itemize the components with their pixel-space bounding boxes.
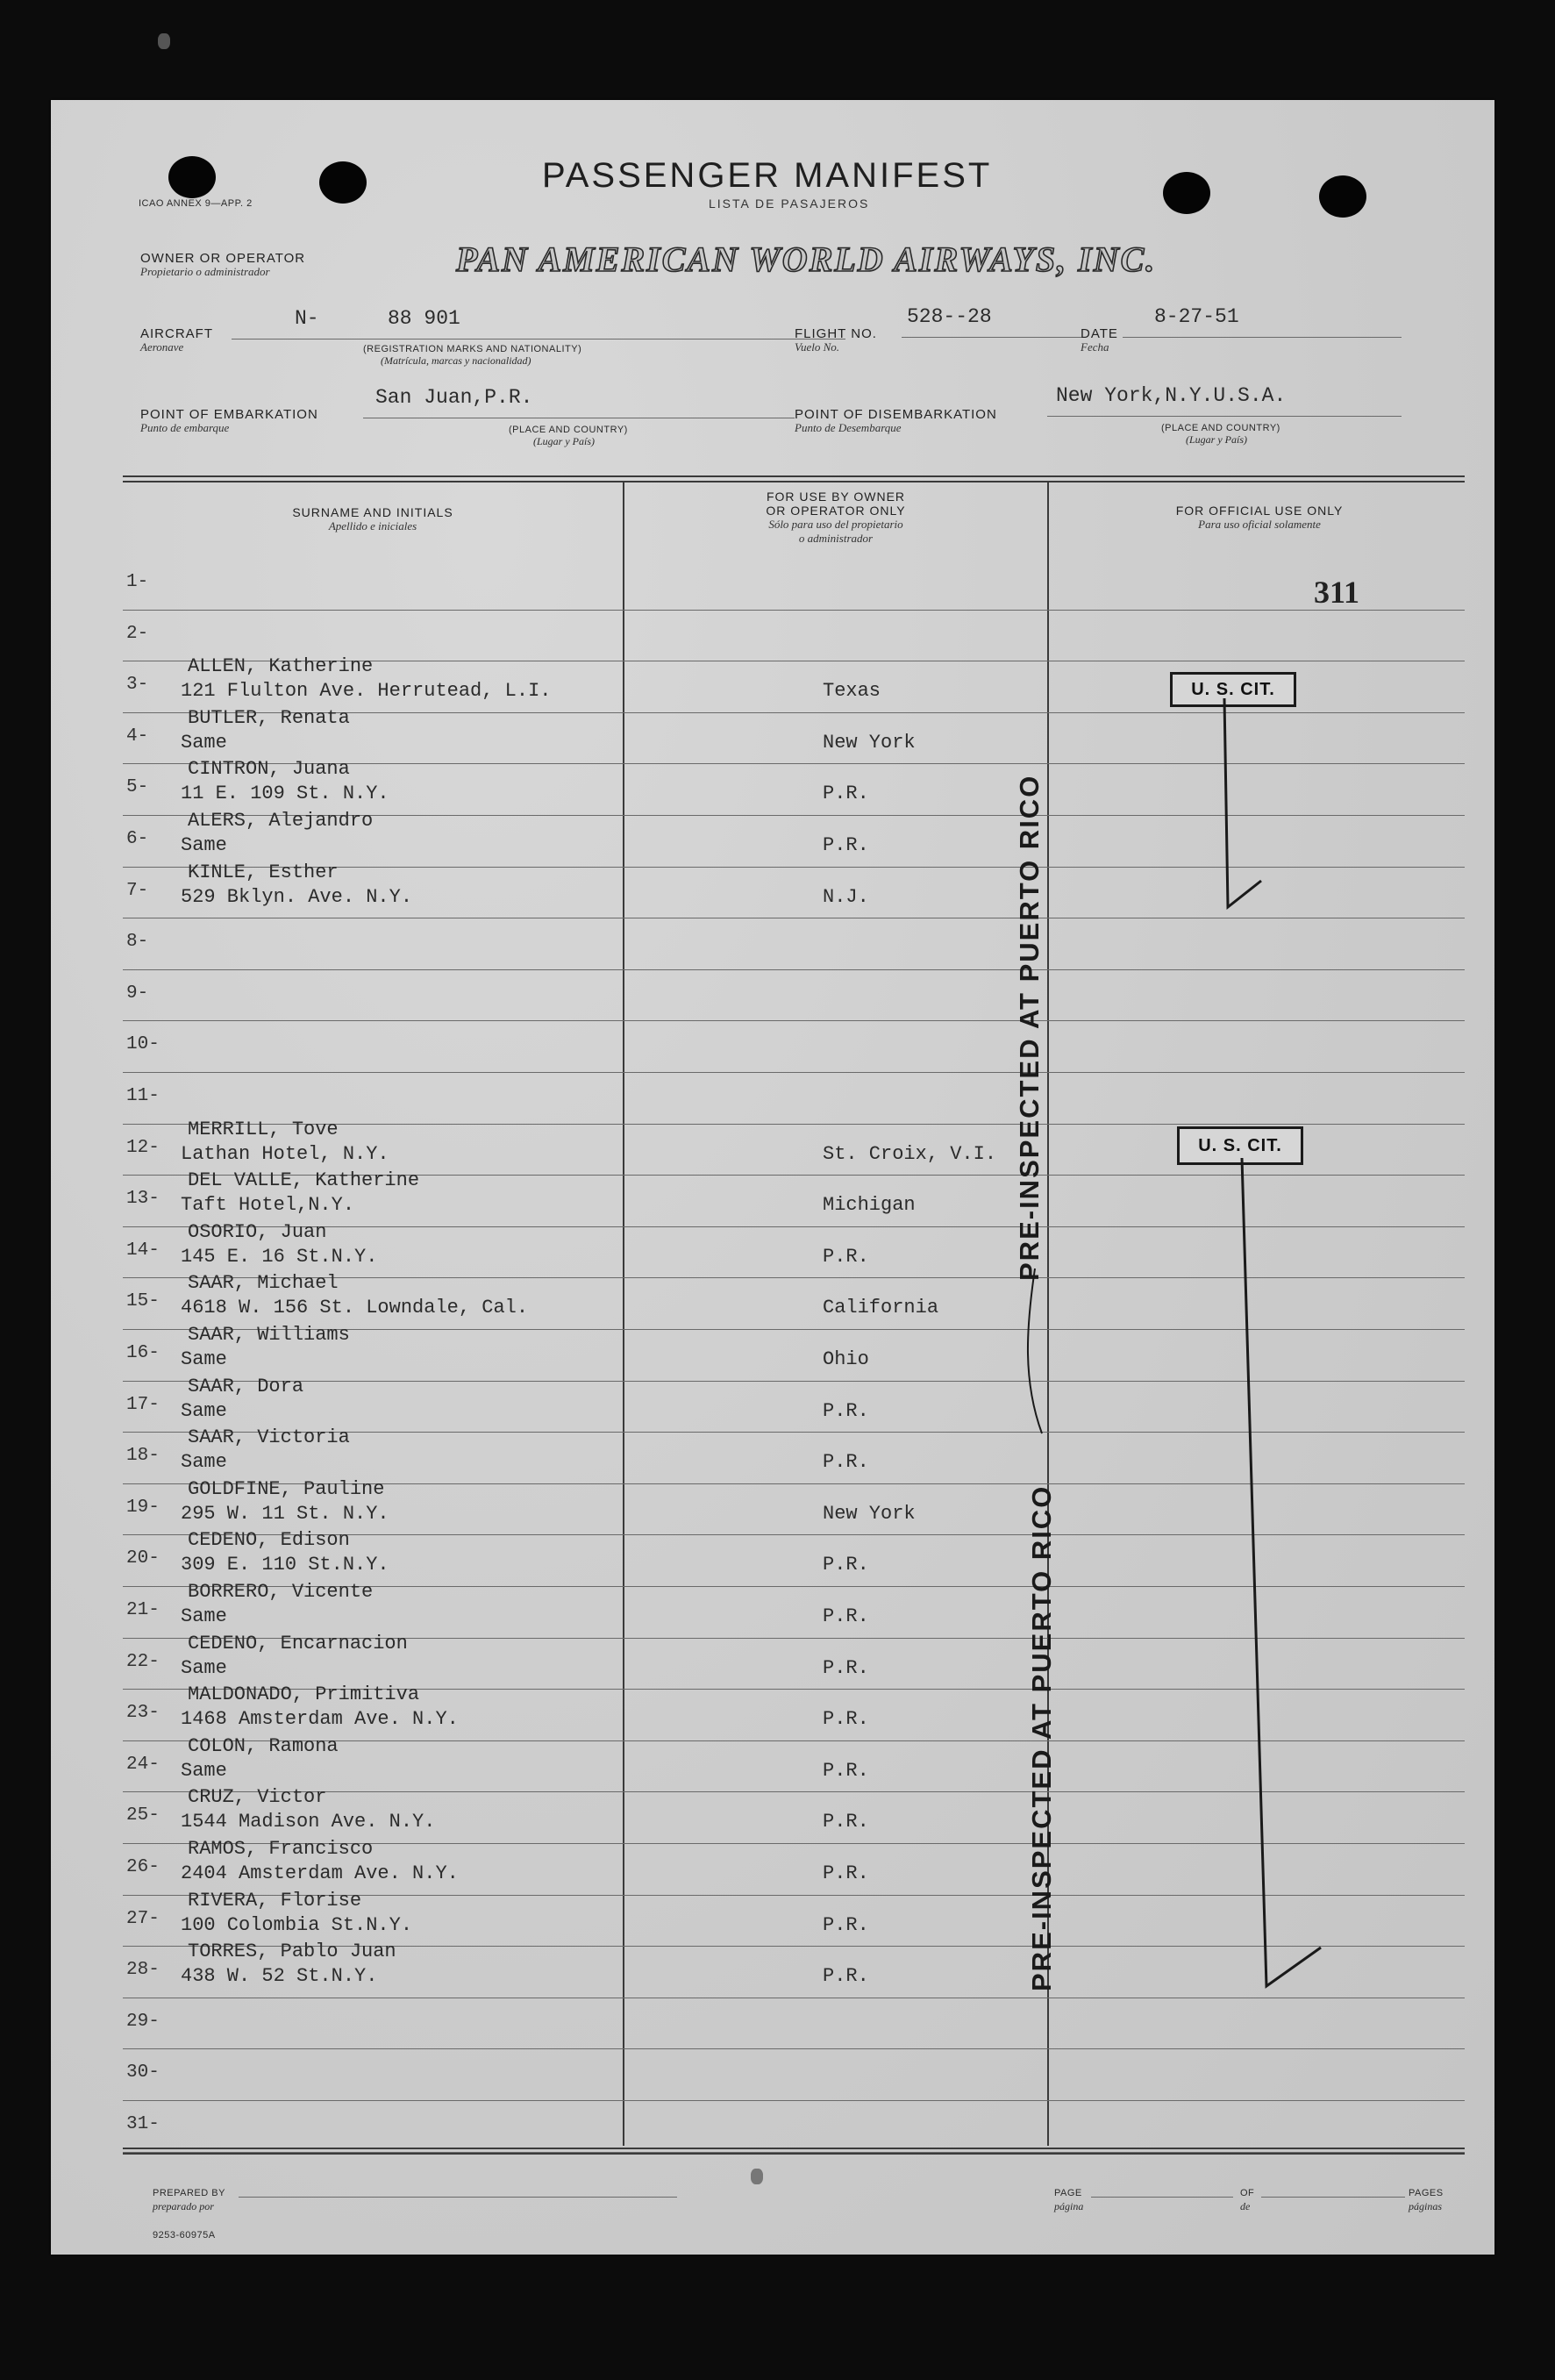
disembarkation-value: New York,N.Y.U.S.A. bbox=[1056, 384, 1287, 407]
passenger-address: 11 E. 109 St. N.Y. bbox=[181, 783, 389, 805]
row-number: 11- bbox=[126, 1086, 160, 1106]
of-label: OF bbox=[1240, 2188, 1255, 2198]
passenger-citizenship: P.R. bbox=[823, 1656, 869, 1679]
manifest-sheet bbox=[51, 100, 1494, 2255]
pages-label-es: páginas bbox=[1409, 2200, 1443, 2212]
pre-inspected-stamp-2: PRE-INSPECTED AT PUERTO RICO bbox=[1026, 1484, 1057, 1991]
passenger-address: 438 W. 52 St.N.Y. bbox=[181, 1965, 378, 1988]
embarkation-label-es: Punto de embarque bbox=[140, 421, 230, 434]
passenger-citizenship: California bbox=[823, 1297, 939, 1319]
passenger-address: 2404 Amsterdam Ave. N.Y. bbox=[181, 1862, 459, 1884]
row-number: 10- bbox=[126, 1034, 160, 1055]
passenger-citizenship: P.R. bbox=[823, 1605, 869, 1627]
row-number: 8- bbox=[126, 932, 149, 953]
form-code: 9253-60975A bbox=[153, 2230, 216, 2241]
passenger-address: 529 Bklyn. Ave. N.Y. bbox=[181, 885, 413, 908]
passenger-name: RAMOS, Francisco bbox=[188, 1838, 374, 1860]
row-number: 9- bbox=[126, 983, 149, 1004]
pages-label: PAGES bbox=[1409, 2188, 1444, 2198]
owner-label-es: Propietario o administrador bbox=[140, 265, 270, 278]
passenger-citizenship: P.R. bbox=[823, 1811, 869, 1833]
embarkation-label: POINT OF EMBARKATION bbox=[140, 407, 318, 422]
disembarkation-label: POINT OF DISEMBARKATION bbox=[795, 407, 997, 422]
passenger-name: SAAR, Dora bbox=[188, 1375, 304, 1397]
passenger-citizenship: P.R. bbox=[823, 1862, 869, 1884]
passenger-name: RIVERA, Florise bbox=[188, 1889, 362, 1912]
flight-label: FLIGHT NO. bbox=[795, 326, 877, 341]
passenger-address: Same bbox=[181, 1759, 227, 1782]
passenger-address: Same bbox=[181, 731, 227, 754]
passenger-citizenship: P.R. bbox=[823, 783, 869, 805]
passenger-address: Same bbox=[181, 1656, 227, 1679]
passenger-name: CINTRON, Juana bbox=[188, 758, 350, 781]
background-speck bbox=[158, 33, 170, 49]
owner-name: PAN AMERICAN WORLD AIRWAYS, INC. bbox=[456, 239, 1157, 279]
col-head-surname: SURNAME AND INITIALS bbox=[292, 505, 453, 519]
passenger-address: 121 Flulton Ave. Herrutead, L.I. bbox=[181, 680, 552, 703]
passenger-citizenship: Texas bbox=[823, 680, 881, 703]
passenger-name: ALLEN, Katherine bbox=[188, 655, 374, 678]
passenger-citizenship: P.R. bbox=[823, 1965, 869, 1988]
disembark-place-caption: (PLACE AND COUNTRY) bbox=[1161, 423, 1280, 433]
authority-line: ICAO ANNEX 9—APP. 2 bbox=[139, 198, 253, 209]
flight-label-es: Vuelo No. bbox=[795, 340, 840, 354]
passenger-address: 145 E. 16 St.N.Y. bbox=[181, 1245, 378, 1268]
paper-speck bbox=[751, 2169, 763, 2184]
page-title: PASSENGER MANIFEST bbox=[542, 156, 993, 195]
flight-number: 528--28 bbox=[907, 305, 992, 328]
passenger-address: Lathan Hotel, N.Y. bbox=[181, 1142, 389, 1165]
passenger-name: OSORIO, Juan bbox=[188, 1220, 327, 1243]
passenger-name: MERRILL, Tove bbox=[188, 1118, 339, 1140]
row-number: 14- bbox=[126, 1240, 160, 1261]
row-number: 1- bbox=[126, 572, 149, 592]
prepared-by-label-es: preparado por bbox=[153, 2200, 214, 2212]
embark-place-caption-es: (Lugar y País) bbox=[533, 435, 595, 447]
of-label-es: de bbox=[1240, 2200, 1251, 2212]
passenger-name: KINLE, Esther bbox=[188, 861, 339, 883]
page-label-es: página bbox=[1054, 2200, 1084, 2212]
passenger-citizenship: Michigan bbox=[823, 1194, 916, 1217]
row-number: 15- bbox=[126, 1291, 160, 1312]
passenger-citizenship: Ohio bbox=[823, 1348, 869, 1370]
row-number: 25- bbox=[126, 1805, 160, 1826]
passenger-address: Taft Hotel,N.Y. bbox=[181, 1194, 355, 1217]
row-number: 23- bbox=[126, 1703, 160, 1724]
embark-place-caption: (PLACE AND COUNTRY) bbox=[509, 425, 628, 435]
us-citizen-stamp-2: U. S. CIT. bbox=[1177, 1126, 1303, 1165]
passenger-citizenship: New York bbox=[823, 731, 916, 754]
passenger-address: 1544 Madison Ave. N.Y. bbox=[181, 1811, 436, 1833]
passenger-name: ALERS, Alejandro bbox=[188, 810, 374, 832]
aircraft-prefix: N- bbox=[295, 307, 319, 330]
passenger-name: SAAR, Victoria bbox=[188, 1426, 350, 1449]
aircraft-registration: 88 901 bbox=[388, 307, 460, 330]
passenger-address: Same bbox=[181, 834, 227, 856]
passenger-address: 1468 Amsterdam Ave. N.Y. bbox=[181, 1708, 459, 1731]
passenger-citizenship: P.R. bbox=[823, 1913, 869, 1936]
bracket-marks bbox=[51, 100, 1494, 2255]
row-number: 27- bbox=[126, 1908, 160, 1929]
aircraft-label: AIRCRAFT bbox=[140, 326, 213, 341]
passenger-address: Same bbox=[181, 1399, 227, 1422]
passenger-name: CEDENO, Encarnacion bbox=[188, 1632, 408, 1655]
passenger-name: TORRES, Pablo Juan bbox=[188, 1940, 396, 1963]
page-label: PAGE bbox=[1054, 2188, 1082, 2198]
row-number: 24- bbox=[126, 1754, 160, 1775]
passenger-citizenship: P.R. bbox=[823, 1399, 869, 1422]
passenger-citizenship: N.J. bbox=[823, 885, 869, 908]
of-underline bbox=[1261, 2197, 1405, 2198]
row-number: 3- bbox=[126, 675, 149, 696]
row-number: 7- bbox=[126, 880, 149, 901]
row-number: 20- bbox=[126, 1548, 160, 1569]
passenger-name: COLON, Ramona bbox=[188, 1734, 339, 1757]
passenger-address: 100 Colombia St.N.Y. bbox=[181, 1913, 413, 1936]
passenger-name: BORRERO, Vicente bbox=[188, 1581, 374, 1603]
row-number: 13- bbox=[126, 1189, 160, 1210]
disembark-place-caption-es: (Lugar y País) bbox=[1186, 433, 1247, 446]
embarkation-value: San Juan,P.R. bbox=[375, 386, 533, 409]
row-number: 30- bbox=[126, 2062, 160, 2083]
passenger-address: 4618 W. 156 St. Lowndale, Cal. bbox=[181, 1297, 529, 1319]
row-number: 16- bbox=[126, 1343, 160, 1363]
passenger-citizenship: St. Croix, V.I. bbox=[823, 1142, 997, 1165]
row-number: 5- bbox=[126, 777, 149, 798]
row-number: 19- bbox=[126, 1497, 160, 1518]
col-head-owner-a: FOR USE BY OWNER bbox=[766, 490, 906, 504]
bracket-line-2 bbox=[1242, 1158, 1321, 1986]
flight-date: 8-27-51 bbox=[1154, 305, 1239, 328]
row-number: 2- bbox=[126, 623, 149, 644]
passenger-name: BUTLER, Renata bbox=[188, 706, 350, 729]
date-label-es: Fecha bbox=[1081, 340, 1109, 354]
col-head-owner-b: OR OPERATOR ONLY bbox=[766, 504, 906, 518]
row-number: 28- bbox=[126, 1960, 160, 1981]
row-number: 6- bbox=[126, 829, 149, 849]
row-number: 17- bbox=[126, 1394, 160, 1415]
page-subtitle: LISTA DE PASAJEROS bbox=[709, 197, 870, 211]
registration-caption-es: (Matrícula, marcas y nacionalidad) bbox=[381, 354, 531, 367]
pre-inspected-stamp-1: PRE-INSPECTED AT PUERTO RICO bbox=[1014, 774, 1045, 1281]
passenger-name: SAAR, Williams bbox=[188, 1324, 350, 1346]
row-number: 22- bbox=[126, 1651, 160, 1672]
passenger-name: GOLDFINE, Pauline bbox=[188, 1477, 385, 1500]
connector-line bbox=[1028, 1269, 1042, 1433]
date-label: DATE bbox=[1081, 326, 1118, 341]
passenger-name: CEDENO, Edison bbox=[188, 1529, 350, 1552]
col-head-surname-es: Apellido e iniciales bbox=[328, 519, 417, 532]
registration-caption: (REGISTRATION MARKS AND NATIONALITY) bbox=[363, 344, 582, 354]
row-number: 12- bbox=[126, 1137, 160, 1158]
passenger-name: CRUZ, Victor bbox=[188, 1786, 327, 1809]
col-head-official: FOR OFFICIAL USE ONLY bbox=[1175, 504, 1344, 518]
passenger-citizenship: P.R. bbox=[823, 1759, 869, 1782]
passenger-name: MALDONADO, Primitiva bbox=[188, 1683, 420, 1706]
row-number: 21- bbox=[126, 1600, 160, 1620]
col-head-owner-es-b: o administrador bbox=[798, 532, 874, 545]
passenger-address: Same bbox=[181, 1605, 227, 1627]
passenger-citizenship: P.R. bbox=[823, 1451, 869, 1474]
prepared-by-label: PREPARED BY bbox=[153, 2188, 225, 2198]
prepared-by-underline bbox=[239, 2197, 677, 2198]
aircraft-label-es: Aeronave bbox=[140, 340, 184, 354]
col-head-official-es: Para uso oficial solamente bbox=[1198, 518, 1321, 531]
row-number: 18- bbox=[126, 1446, 160, 1467]
passenger-citizenship: New York bbox=[823, 1502, 916, 1525]
passenger-citizenship: P.R. bbox=[823, 1554, 869, 1576]
us-citizen-stamp-1: U. S. CIT. bbox=[1170, 672, 1296, 707]
row-number: 4- bbox=[126, 725, 149, 747]
row-number: 29- bbox=[126, 2011, 160, 2032]
row-number: 26- bbox=[126, 1857, 160, 1877]
passenger-address: 295 W. 11 St. N.Y. bbox=[181, 1502, 389, 1525]
passenger-citizenship: P.R. bbox=[823, 834, 869, 856]
page-underline bbox=[1091, 2197, 1233, 2198]
disembarkation-label-es: Punto de Desembarque bbox=[795, 421, 902, 434]
passenger-address: 309 E. 110 St.N.Y. bbox=[181, 1554, 389, 1576]
owner-label: OWNER OR OPERATOR bbox=[140, 251, 306, 266]
passenger-name: DEL VALLE, Katherine bbox=[188, 1169, 420, 1192]
col-head-owner-es-a: Sólo para uso del propietario bbox=[768, 518, 903, 531]
passenger-citizenship: P.R. bbox=[823, 1245, 869, 1268]
passenger-name: SAAR, Michael bbox=[188, 1272, 339, 1295]
official-number: 311 bbox=[1314, 575, 1360, 610]
passenger-address: Same bbox=[181, 1451, 227, 1474]
passenger-address: Same bbox=[181, 1348, 227, 1370]
row-number: 31- bbox=[126, 2114, 160, 2134]
bracket-line-1 bbox=[1224, 698, 1261, 907]
passenger-citizenship: P.R. bbox=[823, 1708, 869, 1731]
